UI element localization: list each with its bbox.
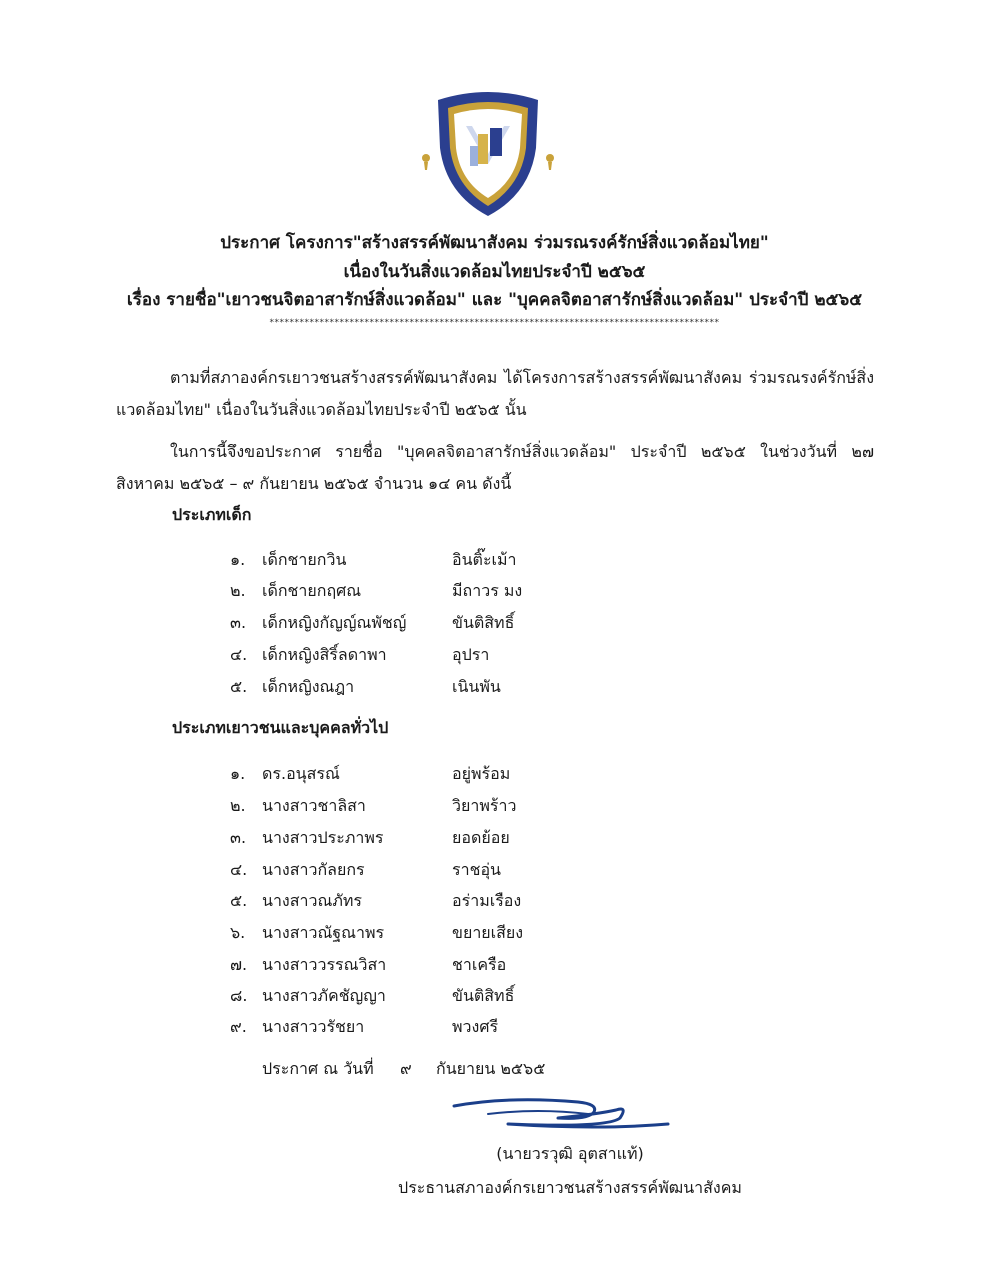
last-name: พวงศรี: [452, 1017, 499, 1036]
first-name: นางสาวชาลิสา: [262, 796, 366, 815]
first-name: เด็กหญิงกัญญ์ณพัชญ์: [262, 613, 407, 632]
first-name: ดร.อนุสรณ์: [262, 764, 340, 783]
announcement-title: ประกาศ โครงการ"สร้างสรรค์พัฒนาสังคม ร่วมรณรงค์รักษ์สิ่งแวดล้อมไทย": [220, 233, 769, 253]
first-name: นางสาวณภัทร: [262, 891, 362, 910]
first-name: นางสาวณัฐณาพร: [262, 923, 385, 942]
first-name: เด็กหญิงสิริ์ลดาพา: [262, 645, 387, 664]
first-name: นางสาววรัชยา: [262, 1017, 365, 1036]
announcement-subject: เรื่อง รายชื่อ"เยาวชนจิตอาสารักษ์สิ่งแวดล้อม" และ "บุคคลจิตอาสารักษ์สิ่งแวดล้อม" ประจำปี ๒๕๖๕: [126, 290, 863, 310]
date-day: ๙: [400, 1059, 412, 1078]
first-name: เด็กชายกฤศณ: [262, 581, 362, 600]
organization-logo: [418, 86, 558, 221]
first-name: เด็กชายกวิน: [262, 550, 347, 569]
last-name: ขันติสิทธิ์: [452, 986, 515, 1005]
last-name: ขยายเสียง: [452, 923, 524, 942]
last-name: อินติ๊ะเม้า: [452, 550, 517, 569]
last-name: ยอดย้อย: [452, 828, 510, 847]
signature-image: [448, 1092, 678, 1142]
last-name: วิยาพร้าว: [452, 796, 517, 815]
item-number: ๕.: [230, 677, 248, 696]
first-name: นางสาวกัลยกร: [262, 860, 365, 879]
last-name: ราชอุ่น: [452, 860, 501, 879]
announcement-occasion: เนื่องในวันสิ่งแวดล้อมไทยประจำปี ๒๕๖๕: [343, 262, 646, 282]
first-name: นางสาวภัคชัญญา: [262, 986, 386, 1005]
intro-paragraph: ตามที่สภาองค์กรเยาวชนสร้างสรรค์พัฒนาสังคม ได้โครงการสร้างสรรค์พัฒนาสังคม ร่วมรณรงค์รักษ์สิ่งแวดล้อมไทย" เนื่องในวันสิ่งแวดล้อมไทยประจำปี ๒๕๖๕ นั้น: [116, 368, 874, 419]
announcement-date: [262, 1057, 545, 1082]
last-name: เนินพัน: [452, 677, 501, 696]
star-separator: ******************************************************************************************: [269, 318, 720, 328]
date-label: ประกาศ ณ วันที่: [262, 1059, 374, 1078]
announcement-paragraph: ในการนี้จึงขอประกาศ รายชื่อ "บุคคลจิตอาสารักษ์สิ่งแวดล้อม" ประจำปี ๒๕๖๕ ในช่วงวันที่ ๒๗ สิงหาคม ๒๕๖๕ – ๙ กันยายน ๒๕๖๕ จำนวน ๑๔ คน ดังนี้: [116, 442, 874, 493]
date-month-year: กันยายน ๒๕๖๕: [436, 1059, 546, 1078]
item-number: ๘.: [230, 986, 248, 1005]
signatory-name: (นายวรวุฒิ อุตสาแท้): [496, 1144, 644, 1163]
item-number: ๑.: [230, 764, 246, 783]
last-name: มีถาวร มง: [452, 581, 523, 600]
first-name: เด็กหญิงณฎา: [262, 677, 355, 696]
item-number: ๗.: [230, 955, 248, 974]
item-number: ๒.: [230, 796, 246, 815]
first-name: นางสาวประภาพร: [262, 828, 384, 847]
first-name: นางสาววรรณวิสา: [262, 955, 387, 974]
signatory-title: ประธานสภาองค์กรเยาวชนสร้างสรรค์พัฒนาสังคม: [398, 1178, 742, 1197]
last-name: อุปรา: [452, 645, 490, 664]
item-number: ๓.: [230, 613, 247, 632]
last-name: อร่ามเรือง: [452, 891, 522, 910]
item-number: ๔.: [230, 645, 248, 664]
item-number: ๙.: [230, 1017, 247, 1036]
item-number: ๖.: [230, 923, 246, 942]
category-title-youth-general: ประเภทเยาวชนและบุคคลทั่วไป: [172, 718, 389, 737]
last-name: ชาเครือ: [452, 955, 507, 974]
item-number: ๓.: [230, 828, 247, 847]
item-number: ๔.: [230, 860, 248, 879]
last-name: อยู่พร้อม: [452, 764, 511, 783]
handwritten-signature-icon: [448, 1092, 678, 1142]
item-number: ๒.: [230, 581, 246, 600]
shield-emblem-icon: [418, 86, 558, 221]
item-number: ๑.: [230, 550, 246, 569]
last-name: ขันติสิทธิ์: [452, 613, 515, 632]
item-number: ๕.: [230, 891, 248, 910]
category-title-children: ประเภทเด็ก: [172, 505, 252, 524]
